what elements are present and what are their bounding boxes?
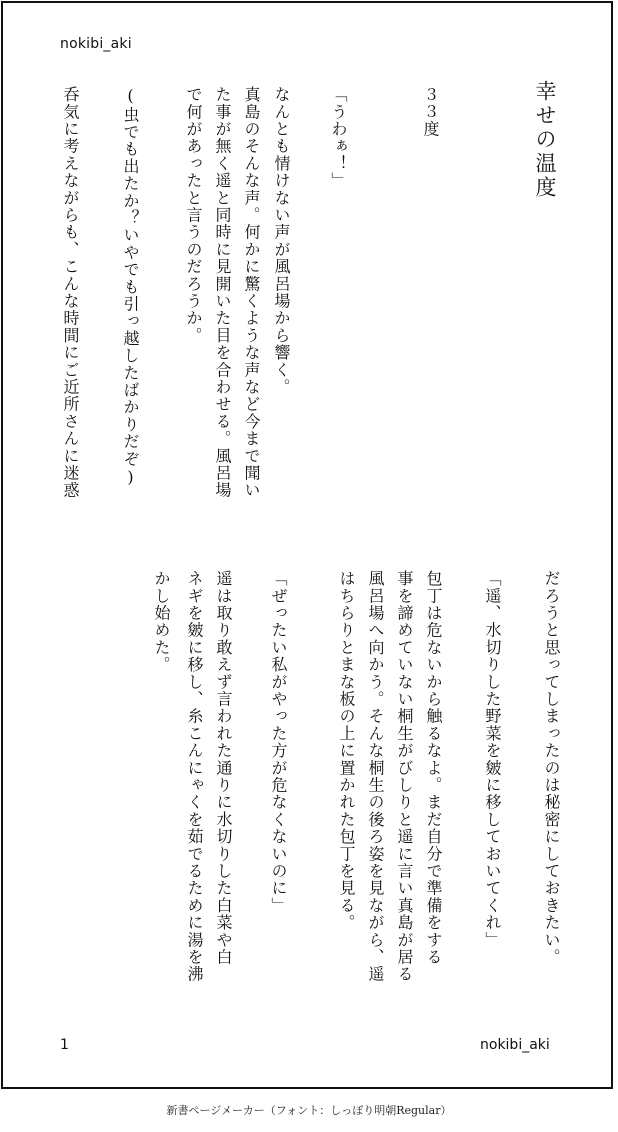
- lower-line-6: はちらりとまな板の上に置かれた包丁を見る。: [337, 570, 356, 932]
- upper-line-5: た事が無く遥と同時に見開いた目を合わせる。風呂場: [213, 86, 232, 499]
- lower-line-10: かし始めた。: [152, 570, 171, 674]
- lower-line-9: ネギを皴に移し、糸こんにゃくを茹でるために湯を沸: [185, 570, 204, 983]
- story-title: 幸せの温度: [533, 80, 557, 200]
- upper-line-6: で何があったと言うのだろうか。: [184, 86, 203, 344]
- lower-line-4: 事を諦めていない桐生がびしりと遥に言い真島が居る: [395, 570, 414, 983]
- upper-line-1: ３３度: [421, 86, 440, 138]
- footer-author: nokibi_aki: [480, 1037, 550, 1053]
- lower-line-8: 遥は取り敢えず言われた通りに水切りした白菜や白: [214, 570, 233, 966]
- generator-credit: 新書ページメーカー（フォント：しっぽり明朝Regular）: [166, 1104, 452, 1117]
- page-frame: [1, 1, 613, 1089]
- upper-line-2: 「うわぁ！」: [329, 86, 348, 190]
- upper-line-8: 呑気に考えながらも、こんな時間にご近所さんに迷惑: [61, 86, 80, 499]
- lower-line-2: 「遥、水切りした野菜を皴に移しておいてくれ」: [483, 570, 502, 949]
- upper-line-3: なんとも情けない声が風呂場から響く。: [272, 86, 291, 396]
- lower-line-5: 風呂場へ向かう。そんな桐生の後ろ姿を見ながら、遥: [366, 570, 385, 983]
- lower-line-1: だろうと思ってしまったのは秘密にしておきたい。: [542, 570, 561, 966]
- lower-line-3: 包丁は危ないから触るなよ。まだ自分で準備をする: [424, 570, 443, 966]
- upper-line-7: (虫でも出たか？いやでも引っ越したばかりだぞ): [121, 86, 140, 488]
- upper-line-4: 真島のそんな声。何かに驚くような声など今まで聞い: [242, 86, 261, 499]
- header-author: nokibi_aki: [60, 36, 132, 52]
- lower-line-7: 「ぜったい私がやった方が危なくないのに」: [269, 570, 288, 914]
- page-number: 1: [60, 1037, 69, 1053]
